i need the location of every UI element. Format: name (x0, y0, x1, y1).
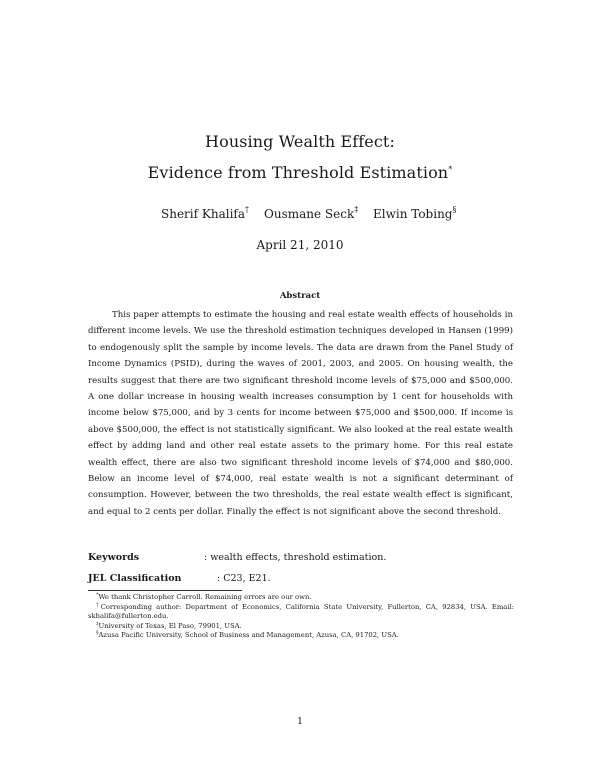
title-line-1 (0, 132, 600, 151)
footnote-rule (88, 590, 242, 591)
keywords-value: : wealth effects, threshold estimation. (204, 552, 387, 563)
author-seck (264, 207, 358, 221)
keywords-label: Keywords (88, 552, 140, 563)
footnote-mark: § (96, 630, 99, 637)
author-name: Sherif Khalifa (161, 207, 245, 221)
keywords-row (88, 552, 528, 566)
title-footnote-mark: * (448, 165, 453, 174)
footnotes (88, 593, 514, 641)
author-mark: † (245, 205, 249, 214)
footnote-mark: * (96, 592, 99, 598)
footnote-mark: † (96, 601, 101, 608)
footnote-4 (88, 631, 514, 641)
author-name: Ousmane Seck (264, 207, 355, 221)
author-mark: § (452, 205, 457, 214)
footnote-2 (88, 603, 514, 622)
abstract-heading: Abstract (279, 291, 321, 301)
footnote-3 (88, 622, 514, 632)
author-mark: ‡ (354, 205, 359, 214)
footnote-text: University of Texas, El Paso, 79901, USA. (98, 621, 242, 630)
title-text-1: Housing Wealth Effect: (205, 132, 395, 151)
abstract-body: This paper attempts to estimate the housing and real estate wealth effects of households in different income levels. We use the threshold estimation techniques developed in Hansen (1999) to endogenously split the sample by income levels. The data are drawn from the Panel Study of Income Dynamics (PSID), during the waves of 2001, 2003, and 2005. On housing wealth, the results suggest that there are two significant threshold income levels of $75,000 and $500,000. A one dollar increase in housing wealth increases consumption by 1 cent for households with income below $75,000, and by 3 cents for income between $75,000 and $500,000. If income is above $500,000, the effect is not statistically significant. We also looked at the real estate wealth effect by adding land and other real estate assets to the primary home. For this real estate wealth effect, there are also two significant threshold income levels of $74,000 and $80,000. Below an income level of $74,000, real estate wealth is not a significant determinant of consumption. However, between the two thresholds, the real estate wealth effect is significant, and equal to 2 cents per dollar. Finally the effect is not significant above the second threshold. (88, 310, 513, 517)
jel-row (88, 573, 528, 587)
author-list (0, 207, 600, 223)
author-tobing (373, 207, 456, 221)
footnote-text: We thank Christopher Carroll. Remaining errors are our own. (98, 593, 312, 601)
jel-value: : C23, E21. (217, 573, 271, 584)
title-text-2: Evidence from Threshold Estimation (147, 163, 449, 182)
jel-label: JEL Classification (88, 573, 182, 584)
author-khalifa (161, 207, 249, 221)
footnote-1 (88, 593, 514, 603)
page-number: 1 (296, 716, 304, 727)
footnote-mark: ‡ (96, 620, 99, 627)
author-name: Elwin Tobing (373, 207, 453, 221)
footnote-text: Corresponding author: Department of Economics, California State University, Fullerton, CA, 92834, USA. Email: skhalifa@fullerton.edu. (88, 602, 514, 621)
title-line-2 (0, 163, 600, 182)
footnote-text: Azusa Pacific University, School of Business and Management, Azusa, CA, 91702, USA. (98, 631, 399, 640)
publication-date: April 21, 2010 (256, 238, 344, 252)
